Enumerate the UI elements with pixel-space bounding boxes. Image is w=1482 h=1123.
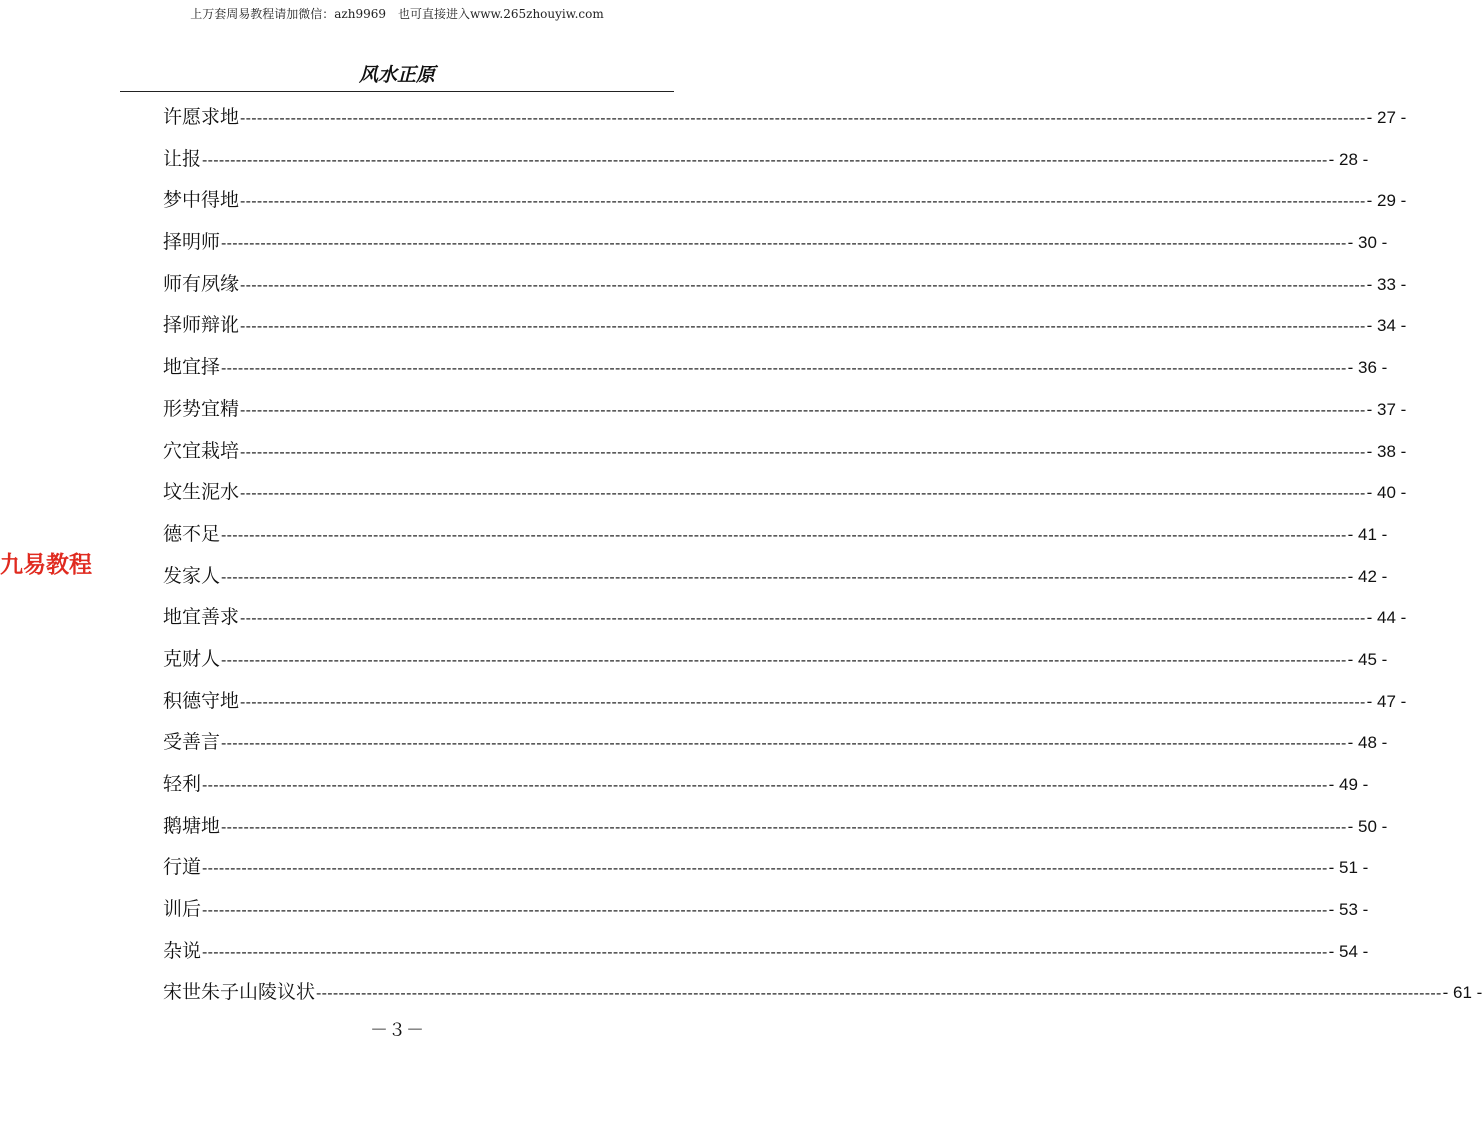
toc-entry-title: 地宜择 [163,356,221,379]
toc-entry-title: 积德守地 [163,689,240,712]
toc-entry-page: - 50 - [1347,816,1388,836]
toc-entry-title: 行道 [163,856,202,879]
toc-entry-title: 择师辩讹 [163,314,240,337]
toc-entry[interactable] [163,389,1407,431]
toc-entry[interactable] [163,681,1407,723]
toc-entry[interactable] [163,472,1407,514]
toc-entry[interactable] [163,972,1482,1014]
dot-leader: -------------------------------------------------------------------------------------------------------------------------------------------------------------------------------------------------------- [240,110,1366,127]
dot-leader: -------------------------------------------------------------------------------------------------------------------------------------------------------------------------------------------------------- [221,568,1347,586]
toc-entry-title: 克财人 [163,647,221,670]
toc-entry-title: 梦中得地 [163,189,240,212]
table-of-contents [163,97,1482,1014]
dot-leader: -------------------------------------------------------------------------------------------------------------------------------------------------------------------------------------------------------- [240,276,1366,294]
toc-entry-title: 择明师 [163,231,221,254]
toc-entry[interactable] [163,222,1388,264]
toc-entry-page: - 42 - [1347,566,1388,586]
toc-entry-page: - 36 - [1347,358,1388,378]
toc-entry[interactable] [163,305,1407,347]
toc-entry-page: - 49 - [1328,775,1369,794]
toc-entry-page: - 54 - [1328,941,1369,961]
toc-entry-page: - 34 - [1366,316,1407,336]
top-banner: 上万套周易教程请加微信：azh9969 也可直接进入www.265zhouyiw.com [190,7,604,21]
running-title: 风水正原 [358,64,435,86]
toc-entry-page: - 41 - [1347,524,1388,544]
toc-entry[interactable] [163,180,1407,222]
toc-entry-title: 训后 [163,898,202,921]
toc-entry[interactable] [163,806,1388,848]
toc-entry-page: - 48 - [1347,733,1388,753]
toc-entry-title: 坟生泥水 [163,481,240,504]
toc-entry-page: - 51 - [1328,858,1369,878]
dot-leader: -------------------------------------------------------------------------------------------------------------------------------------------------------------------------------------------------------- [240,443,1366,461]
toc-entry[interactable] [163,97,1407,139]
toc-entry[interactable] [163,347,1388,389]
toc-entry-page: - 33 - [1366,274,1407,294]
toc-entry[interactable] [163,931,1369,973]
dot-leader: -------------------------------------------------------------------------------------------------------------------------------------------------------------------------------------------------------- [221,651,1347,669]
toc-entry-title: 德不足 [163,522,221,545]
dot-leader: -------------------------------------------------------------------------------------------------------------------------------------------------------------------------------------------------------- [240,318,1366,336]
toc-entry-page: - 38 - [1366,441,1407,461]
toc-entry[interactable] [163,514,1388,556]
toc-entry-page: - 45 - [1347,649,1388,669]
toc-entry-title: 穴宜栽培 [163,439,240,462]
dot-leader: -------------------------------------------------------------------------------------------------------------------------------------------------------------------------------------------------------- [221,360,1347,378]
toc-entry-page: - 29 - [1366,191,1407,211]
toc-entry-title: 受善言 [163,731,221,754]
toc-entry-page: - 37 - [1366,399,1407,419]
dot-leader: -------------------------------------------------------------------------------------------------------------------------------------------------------------------------------------------------------- [240,485,1366,503]
toc-entry[interactable] [163,764,1369,806]
toc-entry-title: 许愿求地 [163,106,240,128]
header-rule [120,91,674,92]
toc-entry[interactable] [163,639,1388,681]
dot-leader: -------------------------------------------------------------------------------------------------------------------------------------------------------------------------------------------------------- [221,735,1347,753]
toc-entry[interactable] [163,431,1407,473]
toc-entry[interactable] [163,847,1369,889]
toc-entry-title: 形势宜精 [163,397,240,420]
toc-entry-title: 鹅塘地 [163,814,221,837]
toc-entry-page: - 53 - [1328,900,1369,920]
dot-leader: -------------------------------------------------------------------------------------------------------------------------------------------------------------------------------------------------------- [240,610,1366,628]
toc-entry-title: 师有夙缘 [163,272,240,295]
toc-entry-title: 地宜善求 [163,606,240,629]
dot-leader: -------------------------------------------------------------------------------------------------------------------------------------------------------------------------------------------------------- [221,818,1347,836]
dot-leader: -------------------------------------------------------------------------------------------------------------------------------------------------------------------------------------------------------- [202,777,1328,794]
toc-entry[interactable] [163,722,1388,764]
dot-leader: -------------------------------------------------------------------------------------------------------------------------------------------------------------------------------------------------------- [221,235,1347,253]
dot-leader: -------------------------------------------------------------------------------------------------------------------------------------------------------------------------------------------------------- [240,693,1366,711]
dot-leader: -------------------------------------------------------------------------------------------------------------------------------------------------------------------------------------------------------- [202,151,1328,169]
toc-entry-title: 杂说 [163,939,202,962]
toc-entry-page: - 44 - [1366,608,1407,628]
toc-entry[interactable] [163,556,1388,598]
toc-entry[interactable] [163,139,1369,181]
dot-leader: -------------------------------------------------------------------------------------------------------------------------------------------------------------------------------------------------------- [202,943,1328,961]
page-number: －３－ [370,1020,424,1041]
dot-leader: -------------------------------------------------------------------------------------------------------------------------------------------------------------------------------------------------------- [316,985,1442,1003]
toc-entry-page: - 30 - [1347,233,1388,253]
toc-entry[interactable] [163,597,1407,639]
toc-entry-page: - 47 - [1366,691,1407,711]
toc-entry-page: - 61 - [1442,983,1482,1003]
toc-entry[interactable] [163,264,1407,306]
dot-leader: -------------------------------------------------------------------------------------------------------------------------------------------------------------------------------------------------------- [202,860,1328,878]
toc-entry-title: 宋世朱子山陵议状 [163,981,316,1004]
dot-leader: -------------------------------------------------------------------------------------------------------------------------------------------------------------------------------------------------------- [240,401,1366,419]
toc-entry-page: - 28 - [1328,149,1369,169]
watermark: 九易教程 [0,552,92,578]
dot-leader: -------------------------------------------------------------------------------------------------------------------------------------------------------------------------------------------------------- [202,902,1328,920]
dot-leader: -------------------------------------------------------------------------------------------------------------------------------------------------------------------------------------------------------- [240,193,1366,211]
toc-entry-title: 让报 [163,147,202,170]
toc-entry-title: 轻利 [163,773,202,795]
toc-entry-page: - 27 - [1366,108,1407,127]
dot-leader: -------------------------------------------------------------------------------------------------------------------------------------------------------------------------------------------------------- [221,526,1347,544]
toc-entry[interactable] [163,889,1369,931]
toc-entry-title: 发家人 [163,564,221,587]
toc-entry-page: - 40 - [1366,483,1407,503]
